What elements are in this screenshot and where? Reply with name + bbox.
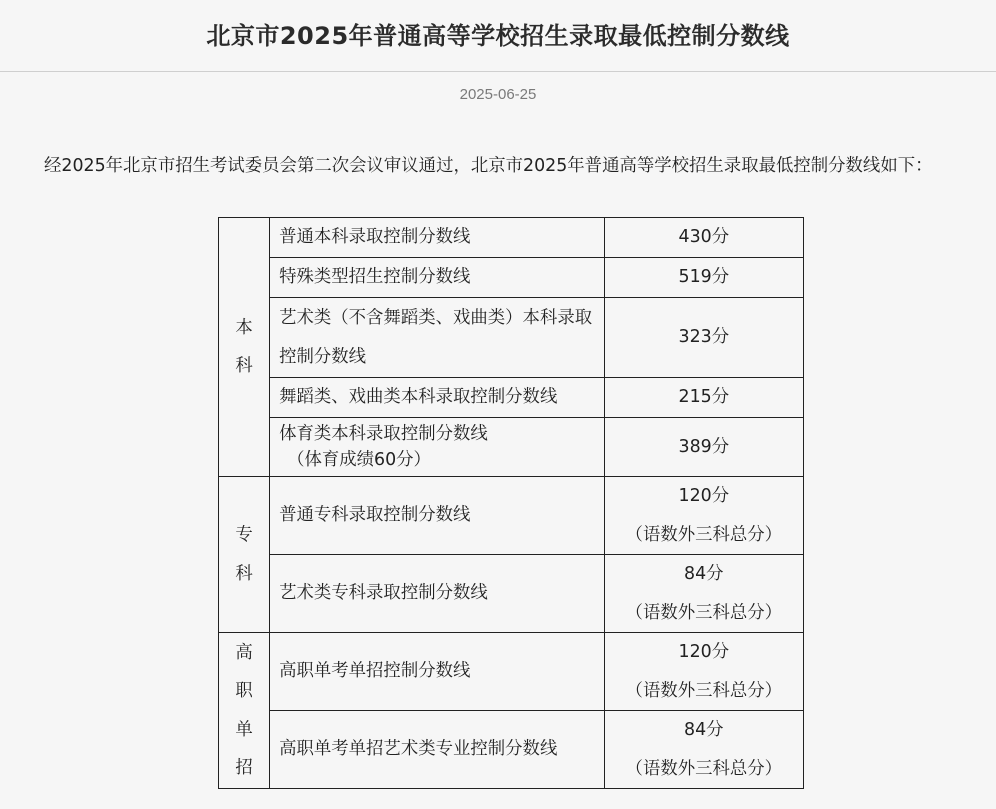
category-cell (219, 633, 270, 789)
category-label: 高职单招 (235, 642, 253, 778)
score-note: （语数外三科总分） (625, 758, 783, 779)
intro-paragraph: 经2025年北京市招生考试委员会第二次会议审议通过，北京市2025年普通高等学校招生录取最低控制分数线如下： (44, 156, 933, 176)
value-cell (604, 555, 803, 633)
score-value: 120分 (678, 642, 730, 662)
score-value: 215分 (678, 387, 730, 408)
item-label: 体育类本科录取控制分数线 (279, 424, 488, 444)
item-label: 普通专科录取控制分数线 (279, 505, 471, 526)
score-value: 84分 (684, 564, 724, 584)
score-note: （语数外三科总分） (625, 602, 783, 623)
item-label: 艺术类（不含舞蹈类、戏曲类）本科录取控制分数线 (279, 308, 593, 367)
item-cell (270, 218, 605, 258)
table-row (219, 418, 804, 477)
category-cell (219, 477, 270, 633)
item-cell (270, 477, 605, 555)
table-row (219, 633, 804, 711)
item-cell (270, 633, 605, 711)
value-cell (604, 418, 803, 477)
item-cell (270, 555, 605, 633)
item-label: 舞蹈类、戏曲类本科录取控制分数线 (279, 387, 558, 408)
item-cell (270, 298, 605, 378)
item-cell (270, 258, 605, 298)
title-divider (0, 71, 996, 72)
publish-date: 2025-06-25 (459, 86, 537, 103)
value-cell (604, 258, 803, 298)
value-cell (604, 218, 803, 258)
value-cell (604, 711, 803, 789)
category-label: 本科 (235, 317, 253, 376)
value-cell (604, 633, 803, 711)
score-value: 84分 (684, 720, 724, 740)
item-label: 高职单考单招控制分数线 (279, 661, 471, 682)
score-note: （语数外三科总分） (625, 524, 783, 545)
value-cell (604, 298, 803, 378)
value-cell (604, 378, 803, 418)
score-value: 389分 (678, 436, 730, 457)
score-value: 519分 (678, 267, 730, 288)
score-value: 430分 (678, 227, 730, 248)
item-cell (270, 711, 605, 789)
table-row (219, 555, 804, 633)
score-table (218, 217, 804, 789)
table-row (219, 378, 804, 418)
category-label: 专科 (235, 525, 253, 584)
table-row (219, 218, 804, 258)
item-label: 艺术类专科录取控制分数线 (279, 583, 488, 604)
category-cell (219, 218, 270, 477)
item-label: 特殊类型招生控制分数线 (279, 267, 471, 288)
score-value: 323分 (678, 327, 730, 348)
table-row (219, 477, 804, 555)
item-note: （体育成绩60分） (287, 450, 431, 470)
table-row (219, 298, 804, 378)
item-cell (270, 418, 605, 477)
item-cell (270, 378, 605, 418)
table-row (219, 711, 804, 789)
value-cell (604, 477, 803, 555)
score-value: 120分 (678, 486, 730, 506)
item-label: 普通本科录取控制分数线 (279, 227, 471, 248)
item-label: 高职单考单招艺术类专业控制分数线 (279, 739, 558, 760)
page-title: 北京市2025年普通高等学校招生录取最低控制分数线 (206, 22, 790, 50)
table-row (219, 258, 804, 298)
score-note: （语数外三科总分） (625, 680, 783, 701)
